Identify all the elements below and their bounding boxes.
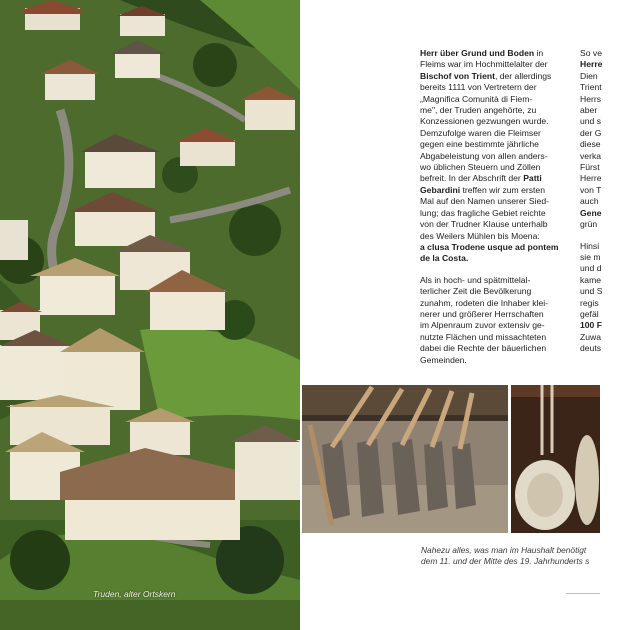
photo-caption: Truden, alter Ortskern	[93, 589, 176, 599]
column1-para1-line: lung; das fragliche Gebiet reichte	[420, 207, 546, 218]
column1-para1-line: Gebardini treffen wir zum ersten	[420, 184, 545, 195]
paragraph-1	[420, 48, 570, 265]
column2-para1-line: grün	[580, 219, 598, 230]
column2-para2-line: kame	[580, 274, 602, 285]
column1-para2-line: Als in hoch- und spätmittelal-	[420, 274, 531, 285]
column1-para2-line: dabei die Rechte der bäuerlichen	[420, 343, 547, 354]
column1-para2-line: terlicher Zeit die Bevölkerung	[420, 286, 532, 297]
column2-para2-line: sie m	[580, 251, 601, 262]
column1-para1-line: gegen eine bestimmte jährliche	[420, 139, 539, 150]
paragraph-4	[580, 241, 620, 355]
village-illustration	[0, 0, 300, 630]
column2-para1-line: von T	[580, 184, 602, 195]
column2-para2-line: regis	[580, 297, 599, 308]
column2-para1-line: Trient	[580, 82, 602, 93]
text-column-2	[580, 48, 620, 365]
tools-illustration	[302, 385, 600, 533]
column2-para2-line: Zuwa	[580, 331, 602, 342]
column2-para1-line: und s	[580, 116, 602, 127]
column1-para1-line: befreit. In der Abschrift der Patti	[420, 173, 542, 184]
column1-para2-line: nutzte Flächen und missachteten	[420, 331, 547, 342]
column1-para1-line: a clusa Trodene usque ad pontem	[420, 241, 559, 252]
column2-para2-line: und S	[580, 286, 603, 297]
paragraph-3	[580, 48, 620, 231]
caption-line-1: Nahezu alles, was man im Haushalt benötigt	[421, 545, 587, 555]
column2-para1-line: Dien	[580, 70, 598, 81]
column2-para1-line: auch	[580, 196, 599, 207]
column1-para1-line: de la Costa.	[420, 253, 469, 264]
text-column-1	[420, 48, 570, 376]
column2-para2-line: gefäl	[580, 308, 599, 319]
column2-para2-line: Hinsi	[580, 240, 600, 251]
column1-para1-line: bereits 1111 von Vertretern der	[420, 82, 537, 93]
column1-para1-line: des Weilers Mühlen bis Moena:	[420, 230, 540, 241]
column2-para1-line: Herrs	[580, 93, 602, 104]
column1-para1-line: Herr über Grund und Boden in	[420, 48, 544, 58]
column1-para1-line: wo üblichen Steuern und Zöllen	[420, 162, 541, 173]
column2-para2-line: 100 F	[580, 320, 602, 331]
column1-para1-line: Mal auf den Namen unserer Sied-	[420, 196, 549, 207]
column2-para1-line: Fürst	[580, 162, 600, 173]
column1-para2-line: nerer und größerer Herrschaften	[420, 308, 544, 319]
column2-para1-line: diese	[580, 139, 601, 150]
paragraph-2	[420, 275, 570, 366]
photo-caption-tools	[421, 545, 621, 567]
column1-para1-line: „Magnifica Comunità di Fiem-	[420, 93, 533, 104]
column2-para1-line: Herre	[580, 59, 603, 70]
column1-para1-line: Fleims war im Hochmittelalter der	[420, 59, 548, 70]
page-rule	[566, 593, 600, 594]
column2-para1-line: So ve	[580, 48, 602, 58]
column1-para2-line: zunahm, rodeten die Inhaber klei-	[420, 297, 549, 308]
column1-para2-line: im Alpenraum zuvor extensiv ge-	[420, 320, 545, 331]
column1-para1-line: Demzufolge waren die Fleimser	[420, 127, 541, 138]
column1-para1-line: Konzessionen gezwungen wurde.	[420, 116, 549, 127]
column1-para1-line: Abgabeleistung von allen anders-	[420, 150, 548, 161]
tools-photo-strip	[302, 385, 600, 533]
column2-para2-line: deuts	[580, 343, 602, 354]
column2-para1-line: Gene	[580, 207, 602, 218]
column2-para1-line: verka	[580, 150, 602, 161]
caption-line-2: dem 11. und der Mitte des 19. Jahrhunderts s	[421, 556, 590, 566]
column1-para2-line: Gemeinden.	[420, 354, 467, 365]
village-photo	[0, 0, 300, 630]
column1-para1-line: me", der Truden angehörte, zu	[420, 105, 537, 116]
column2-para2-line: und d	[580, 263, 602, 274]
column2-para1-line: Herre	[580, 173, 602, 184]
column2-para1-line: der G	[580, 127, 602, 138]
column2-para1-line: aber	[580, 105, 598, 116]
column1-para1-line: Bischof von Trient, der allerdings	[420, 70, 552, 81]
column1-para1-line: von der Trudner Klause unterhalb	[420, 219, 548, 230]
